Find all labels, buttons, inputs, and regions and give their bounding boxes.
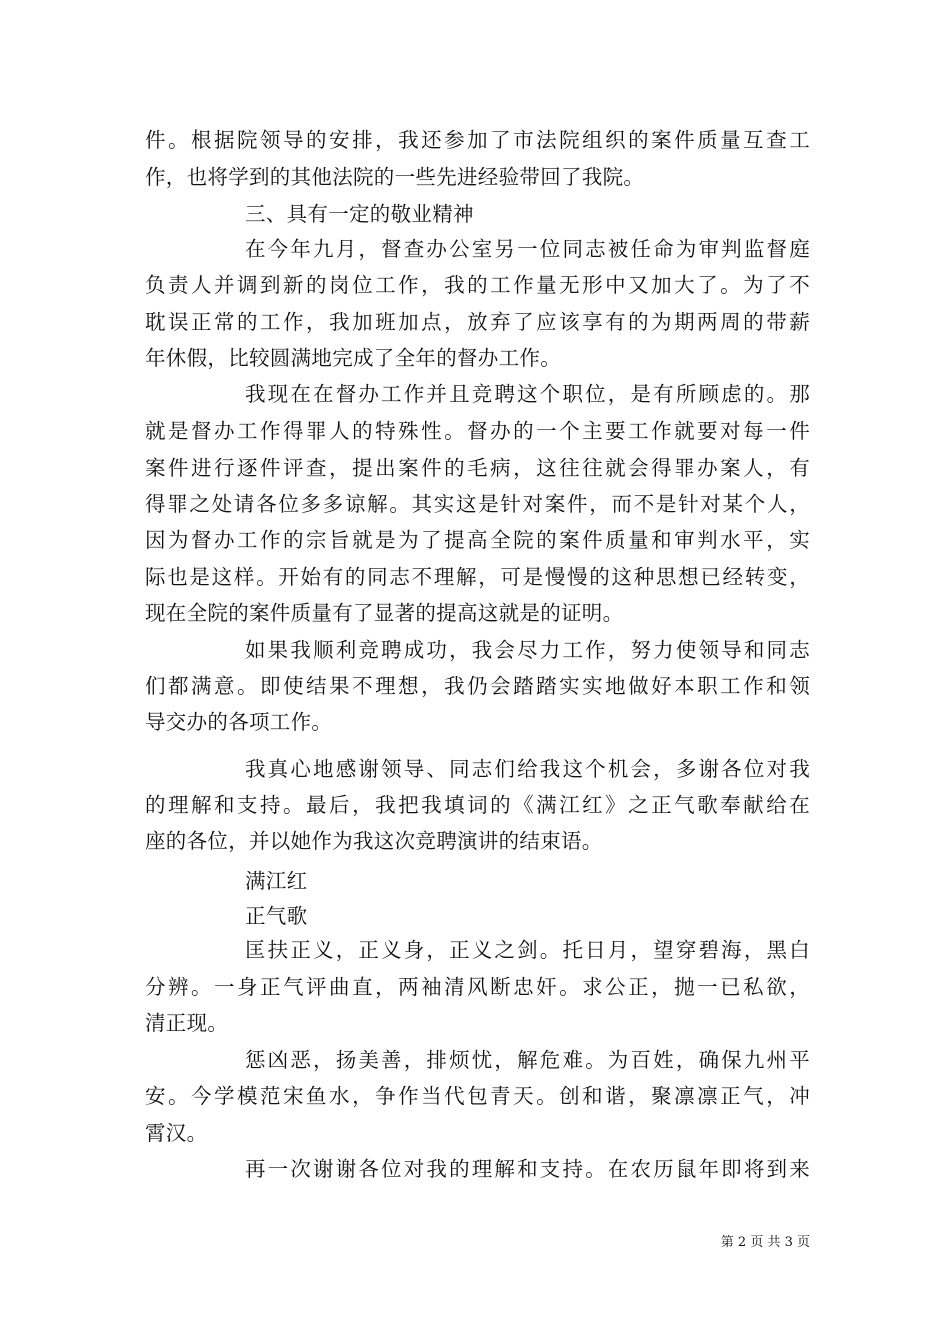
text-line: 件。根据院领导的安排，我还参加了市法院组织的案件质量互查工 <box>145 128 810 152</box>
text-line: 座的各位，并以她作为我这次竞聘演讲的结束语。 <box>145 829 603 853</box>
text-line: 霄汉。 <box>145 1121 208 1145</box>
section-heading: 三、具有一定的敬业精神 <box>245 202 474 226</box>
text-line: 得罪之处请各位多多谅解。其实这是针对案件，而不是针对某个人， <box>145 492 810 516</box>
text-line: 的理解和支持。最后，我把我填词的《满江红》之正气歌奉献给在 <box>145 793 810 817</box>
text-line: 负责人并调到新的岗位工作，我的工作量无形中又加大了。为了不 <box>145 273 810 297</box>
text-line: 现在全院的案件质量有了显著的提高这就是的证明。 <box>145 601 624 625</box>
text-line: 再一次谢谢各位对我的理解和支持。在农历鼠年即将到来 <box>245 1157 810 1181</box>
text-line: 惩凶恶，扬美善，排烦忧，解危难。为百姓，确保九州平 <box>245 1048 810 1072</box>
text-line: 们都满意。即使结果不理想，我仍会踏踏实实地做好本职工作和领 <box>145 674 810 698</box>
text-line: 我现在在督办工作并且竞聘这个职位，是有所顾虑的。那 <box>245 382 810 406</box>
text-line: 导交办的各项工作。 <box>145 710 333 734</box>
page-indicator: 第 2 页 共 3 页 <box>720 1235 810 1250</box>
text-line: 案件进行逐件评查，提出案件的毛病，这往往就会得罪办案人，有 <box>145 456 810 480</box>
text-line: 匡扶正义，正义身，正义之剑。托日月，望穿碧海，黑白 <box>245 938 810 962</box>
poem-subtitle: 正气歌 <box>245 904 308 928</box>
text-line: 安。今学模范宋鱼水，争作当代包青天。创和谐，聚凛凛正气，冲 <box>145 1084 810 1108</box>
text-line: 在今年九月，督查办公室另一位同志被任命为审判监督庭 <box>245 237 810 261</box>
text-line: 如果我顺利竞聘成功，我会尽力工作，努力使领导和同志 <box>245 638 810 662</box>
text-line: 耽误正常的工作，我加班加点，放弃了应该享有的为期两周的带薪 <box>145 310 810 334</box>
poem-title: 满江红 <box>245 869 308 893</box>
text-line: 分辨。一身正气评曲直，两袖清风断忠奸。求公正，抛一已私欲， <box>145 975 810 999</box>
text-line: 就是督办工作得罪人的特殊性。督办的一个主要工作就要对每一件 <box>145 419 810 443</box>
text-line: 我真心地感谢领导、同志们给我这个机会，多谢各位对我 <box>245 757 810 781</box>
text-line: 际也是这样。开始有的同志不理解，可是慢慢的这种思想已经转变， <box>145 565 810 589</box>
text-line: 作，也将学到的其他法院的一些先进经验带回了我院。 <box>145 165 645 189</box>
text-line: 因为督办工作的宗旨就是为了提高全院的案件质量和审判水平，实 <box>145 528 810 552</box>
text-line: 年休假，比较圆满地完成了全年的督办工作。 <box>145 346 561 370</box>
text-line: 清正现。 <box>145 1011 229 1035</box>
